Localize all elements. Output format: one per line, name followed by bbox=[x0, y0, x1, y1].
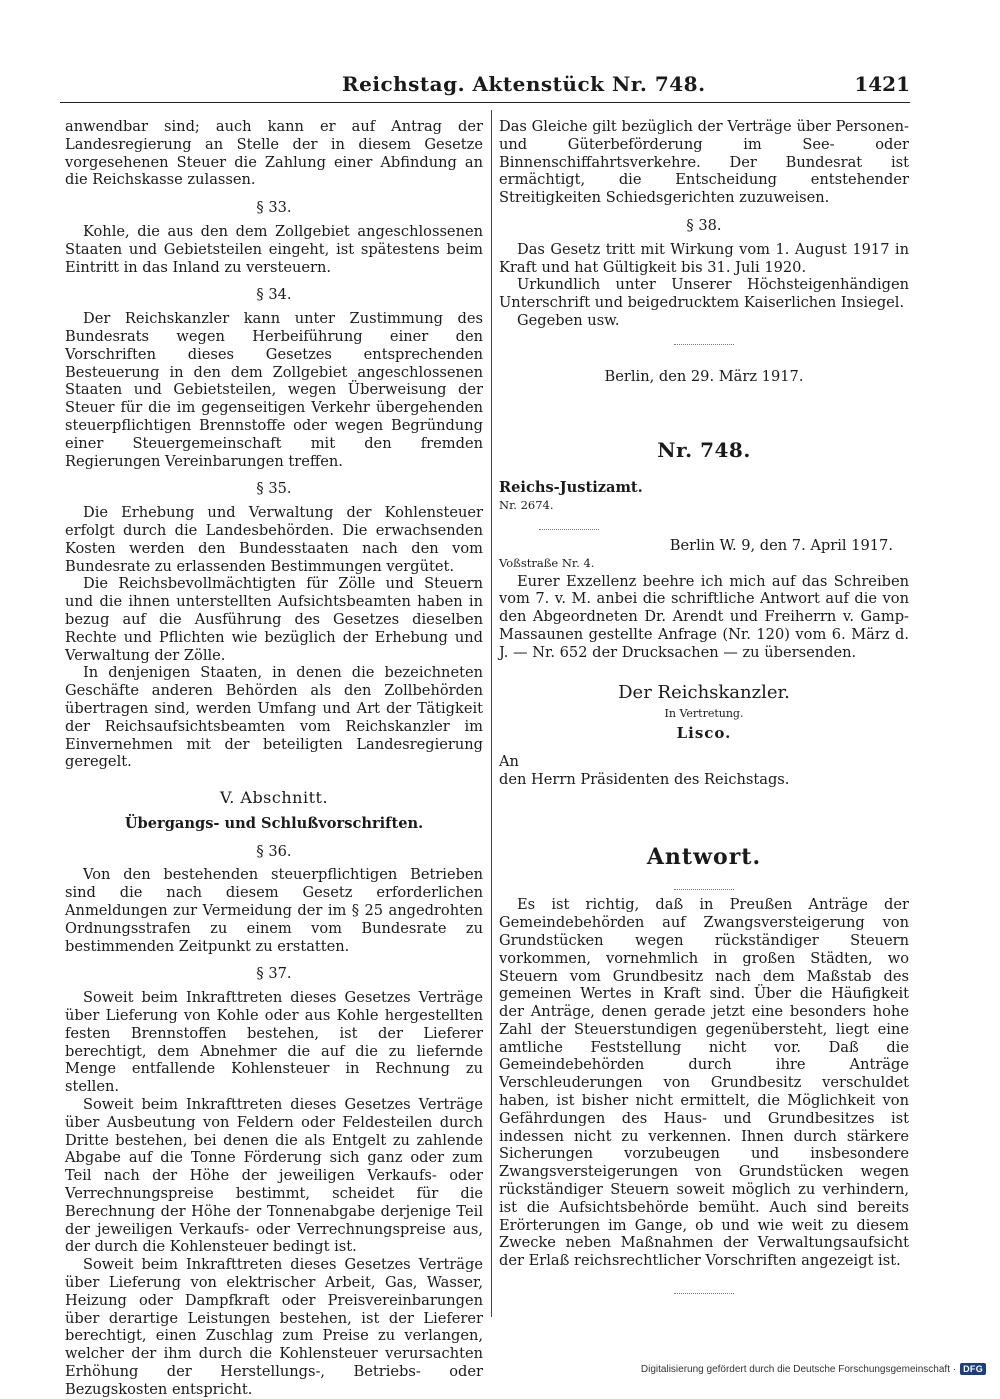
section-37-paragraph-1: Soweit beim Inkrafttreten dieses Gesetzes Verträge über Lieferung von Kohle oder aus Kohle hergestellten festen Brennstoffen bestehen, ist der Lieferer berechtigt, dem Abnehmer die auf die zu liefernde Menge entfallende Kohlensteuer in Rechnung zu stellen. bbox=[65, 989, 483, 1096]
section-heading-34: § 34. bbox=[256, 286, 292, 304]
page-number: 1421 bbox=[854, 72, 910, 96]
right-column bbox=[499, 118, 909, 1300]
section-35-paragraph-1: Die Erhebung und Verwaltung der Kohlensteuer erfolgt durch die Landesbehörden. Die erwachsenden Kosten werden den Bundesstaaten nach den vom Bundesrate zu erlassenden Bestimmungen vergütet. bbox=[65, 504, 483, 575]
section-heading-35: § 35. bbox=[256, 480, 292, 498]
address-line-1: An bbox=[499, 752, 519, 770]
section-35-paragraph-3: In denjenigen Staaten, in denen die bezeichneten Geschäfte anderen Behörden als den Zollbehörden übertragen sind, werden Umfang und Art der Tätigkeit der Reichsaufsichtsbeamten vom Reichskanzler im Einvernehmen mit der beteiligten Landesregierung geregelt. bbox=[65, 664, 483, 771]
letter-text: Eurer Exzellenz beehre ich mich auf das Schreiben vom 7. v. M. anbei die schriftliche Antwort auf die von den Abgeordneten Dr. Arendt und Freiherrn v. Gamp-Massaunen gestellte Anfrage (Nr. 120) vom 6. März d. J. — Nr. 652 der Drucksachen — zu übersenden. bbox=[499, 572, 909, 661]
sender-office: Reichs-Justizamt. bbox=[499, 479, 643, 497]
sender-reference-number: Nr. 2674. bbox=[499, 498, 554, 513]
chapter-title: V. Abschnitt. bbox=[219, 788, 329, 808]
section-heading-33: § 33. bbox=[256, 199, 292, 217]
chapter-subtitle: Übergangs- und Schlußvorschriften. bbox=[124, 814, 424, 832]
dfg-logo-icon: DFG bbox=[960, 1363, 986, 1375]
address-line-2: den Herrn Präsidenten des Reichstags. bbox=[499, 770, 790, 788]
section-36-text: Von den bestehenden steuerpflichtigen Betrieben sind die nach diesem Gesetz erforderlichen Anmeldungen zur Vermeidung der im § 25 angedrohten Ordnungsstrafen zu einem vom Bundesrate zu bestimmenden Zeitpunkt zu erstatten. bbox=[65, 866, 483, 955]
letter-street: Voßstraße Nr. 4. bbox=[499, 555, 595, 570]
paragraph-continued: anwendbar sind; auch kann er auf Antrag der Landesregierung an Stelle der in diesem Gesetze vorgesehenen Steuer die Zahlung einer Abfindung an die Reichskasse zulassen. bbox=[65, 118, 483, 189]
section-heading-37: § 37. bbox=[256, 965, 292, 983]
deputy-note: In Vertretung. bbox=[664, 707, 744, 721]
given-note: Gegeben usw. bbox=[517, 311, 620, 329]
section-heading-36: § 36. bbox=[256, 842, 292, 860]
section-35-paragraph-2: Die Reichsbevollmächtigten für Zölle und Steuern und die ihnen unterstellten Aufsichtsbeamten haben in bezug auf die Ausführung des Gesetzes dieselben Rechte und Pflichten wie bezüglich der Erhebung und Verwaltung der Zölle. bbox=[65, 575, 483, 664]
signer-name: Lisco. bbox=[676, 724, 732, 743]
page-header bbox=[60, 72, 910, 106]
letter-place-date: Berlin W. 9, den 7. April 1917. bbox=[669, 536, 893, 554]
header-rule bbox=[60, 102, 910, 103]
running-title: Reichstag. Aktenstück Nr. 748. bbox=[342, 72, 706, 96]
section-33-text: Kohle, die aus den dem Zollgebiet angeschlossenen Staaten und Gebietsteilen eingeht, ist spätestens beim Eintritt in das Inland zu versteuern. bbox=[65, 222, 483, 276]
divider-ornament bbox=[499, 336, 909, 346]
section-34-text: Der Reichskanzler kann unter Zustimmung des Bundesrats wegen Herbeiführung einer den Vorschriften dieses Gesetzes entsprechenden Besteuerung in den dem Zollgebiet angeschlossenen Staaten und Gebietsteilen, wegen Überweisung der Steuer für die im gegenseitigen Verkehr übergehenden steuerpflichtigen Brennstoffe oder wegen Begründung einer Steuergemeinschaft mit den fremden Regierungen Vereinbarungen treffen. bbox=[65, 310, 483, 470]
divider-ornament bbox=[499, 1284, 909, 1294]
answer-text: Es ist richtig, daß in Preußen Anträge der Gemeindebehörden auf Zwangsversteigerung von Grundstücken wegen rückständiger Steuern vorkommen, vornehmlich in großen Städten, wo Steuern vom Grundbesitz nach dem Maßstab des gemeinen Wertes in Kraft sind. Über die Häufigkeit der Anträge, denen gerade jetzt eine besonders hohe Zahl der Steuerstundigen gegenübersteht, liegt eine amtliche Feststellung nicht vor. Daß die Gemeindebehörden durch ihre Anträge Verschleuderungen von Grundbesitz verschuldet haben, ist bisher nicht ermittelt, die Möglichkeit von Gefährdungen des Haus- und Grundbesitzes ist indessen nicht zu verkennen. Ihnen durch stärkere Sicherungen vorzubeugen und insbesondere Zwangsversteigerungen von Grundstücken wegen rückständiger Steuern soweit möglich zu verhindern, ist die Aufsichtsbehörde bemüht. Auch sind bereits Erörterungen im Gange, ob und wie weit zu diesem Zwecke neben Maßnahmen der Verwaltungsaufsicht der Erlaß reichsrechtlicher Vorschriften angezeigt ist. bbox=[499, 896, 909, 1270]
attestation-text: Urkundlich unter Unserer Höchsteigenhändigen Unterschrift und beigedrucktem Kaiserlichen Insiegel. bbox=[499, 276, 909, 312]
answer-heading: Antwort. bbox=[646, 843, 762, 870]
law-dateline: Berlin, den 29. März 1917. bbox=[604, 367, 804, 385]
section-37-paragraph-2: Soweit beim Inkrafttreten dieses Gesetzes Verträge über Ausbeutung von Feldern oder Feldesteilen durch Dritte bestehen, bei denen die als Entgelt zu zahlende Abgabe auf die Tonne Förderung sich ganz oder zum Teil nach der Höhe der jeweiligen Verkaufs- oder Verrechnungspreise bestimmt, scheidet für die Berechnung der Höhe der Tonnenabgabe derjenige Teil der jeweiligen Verkaufs- oder Verrechnungspreise aus, der durch die Kohlensteuer bedingt ist. bbox=[65, 1096, 483, 1256]
document-number: Nr. 748. bbox=[657, 437, 751, 462]
divider-ornament bbox=[499, 521, 909, 531]
left-column bbox=[65, 118, 483, 1399]
section-heading-38: § 38. bbox=[686, 216, 722, 234]
section-37-paragraph-3: Soweit beim Inkrafttreten dieses Gesetzes Verträge über Lieferung von elektrischer Arbeit, Gas, Wasser, Heizung oder Dampfkraft oder Preisvereinbarungen über derartige Leistungen bestehen, ist der Lieferer berechtigt, einen Zuschlag zum Preise zu verlangen, welcher der ihm durch die Kohlensteuer verursachten Erhöhung der Herstellungs-, Betriebs- oder Bezugskosten entspricht. bbox=[65, 1256, 483, 1398]
digitization-footer bbox=[641, 1363, 986, 1375]
section-38-text: Das Gesetz tritt mit Wirkung vom 1. August 1917 in Kraft und hat Gültigkeit bis 31. Juli 1920. bbox=[499, 240, 909, 276]
paragraph-continued: Das Gleiche gilt bezüglich der Verträge über Personen- und Güterbeförderung im See- oder Binnenschiffahrtsverkehre. Der Bundesrat ist ermächtigt, die Entscheidung entstehender Streitigkeiten Schiedsgerichten zuzuweisen. bbox=[499, 118, 909, 207]
signature-title: Der Reichskanzler. bbox=[618, 681, 790, 703]
divider-ornament bbox=[499, 880, 909, 890]
column-divider bbox=[491, 110, 492, 1317]
footer-text: Digitalisierung gefördert durch die Deutsche Forschungsgemeinschaft · bbox=[640, 1363, 957, 1375]
